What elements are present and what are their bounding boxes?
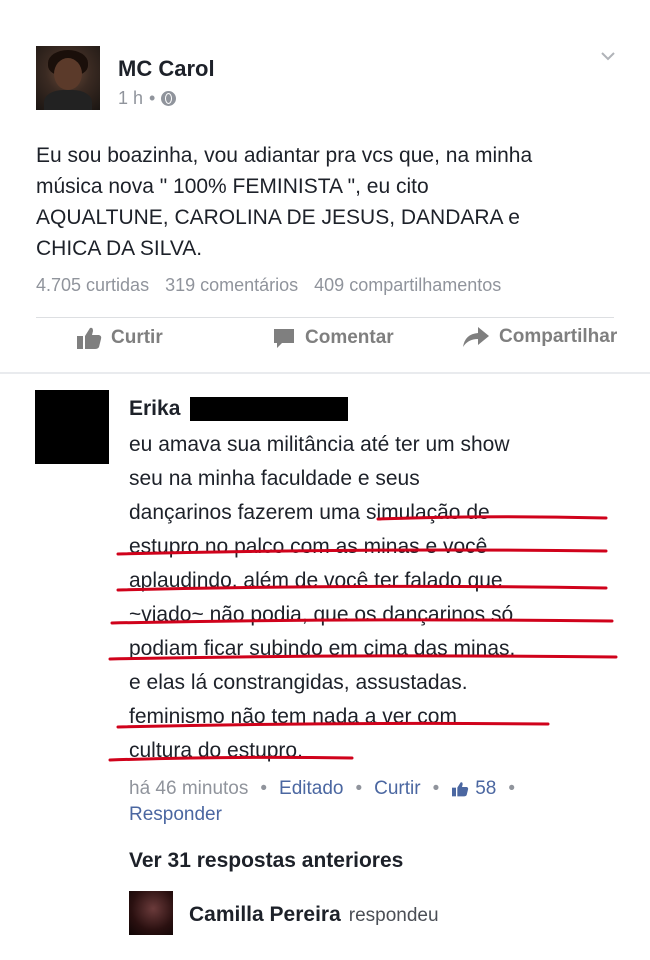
- section-separator: [0, 372, 650, 374]
- divider: [36, 317, 614, 318]
- post-time[interactable]: 1 h: [118, 88, 144, 108]
- like-button[interactable]: [76, 326, 163, 350]
- commenter-avatar-redacted[interactable]: [35, 390, 109, 464]
- post-text-line: AQUALTUNE, CAROLINA DE JESUS, DANDARA e: [36, 206, 520, 229]
- like-count-value: 58: [475, 778, 497, 799]
- post-text-line: música nova " 100% FEMINISTA ", eu cito: [36, 175, 429, 198]
- comment-time[interactable]: há 46 minutos: [129, 778, 249, 799]
- comment-button[interactable]: [272, 326, 394, 350]
- post-stats: [36, 275, 501, 296]
- comment-label: Comentar: [305, 327, 394, 348]
- commenter-name[interactable]: Erika: [129, 397, 181, 420]
- comment-text-line: e elas lá constrangidas, assustadas.: [129, 671, 468, 694]
- comment-icon: [272, 326, 296, 350]
- share-label: Compartilhar: [499, 326, 618, 347]
- comment-text-line: ~viado~ não podia, que os dançarinos só: [129, 603, 514, 626]
- comment-like-link[interactable]: Curtir: [374, 778, 421, 799]
- reply-author-avatar[interactable]: [129, 891, 173, 935]
- action-bar: [0, 326, 650, 364]
- meta-separator: •: [432, 778, 440, 799]
- chevron-down-icon[interactable]: [600, 48, 616, 64]
- likes-count[interactable]: 4.705 curtidas: [36, 275, 150, 295]
- comment-header: [129, 397, 348, 421]
- comment-text-line: seu na minha faculdade e seus: [129, 467, 420, 490]
- meta-separator: •: [260, 778, 268, 799]
- comments-count[interactable]: 319 comentários: [165, 275, 299, 295]
- comment-text-line: cultura do estupro.: [129, 739, 303, 762]
- edited-link[interactable]: Editado: [279, 778, 344, 799]
- comment-text-line: podiam ficar subindo em cima das minas.: [129, 637, 516, 660]
- meta-separator: •: [355, 778, 363, 799]
- comment-text-line: feminismo não tem nada a ver com: [129, 705, 457, 728]
- meta-separator: •: [149, 88, 156, 108]
- post-text-line: CHICA DA SILVA.: [36, 237, 203, 260]
- post-text-line: Eu sou boazinha, vou adiantar pra vcs que, na minha: [36, 144, 533, 167]
- comment-text: [129, 428, 639, 768]
- avatar-face: [54, 58, 82, 90]
- thumbs-up-icon: [76, 326, 102, 350]
- post-author-name[interactable]: MC Carol: [118, 56, 215, 81]
- comment-text-line: dançarinos fazerem uma simulação de: [129, 501, 490, 524]
- comment-text-line: estupro no palco com as minas e você: [129, 535, 488, 558]
- reply-author-name[interactable]: Camilla Pereira: [189, 903, 341, 926]
- comment-text-line: aplaudindo. além de você ter falado que: [129, 569, 503, 592]
- post-text: [36, 140, 636, 264]
- reply-action-text: respondeu: [348, 905, 439, 926]
- thumbs-up-icon: [451, 781, 469, 797]
- like-label: Curtir: [111, 327, 163, 348]
- avatar-body: [44, 90, 92, 110]
- redaction-bar: [190, 397, 348, 421]
- reply-link[interactable]: Responder: [129, 804, 222, 825]
- author-avatar[interactable]: [36, 46, 100, 110]
- comment-like-count[interactable]: [451, 776, 496, 802]
- comment-text-line: eu amava sua militância até ter um show: [129, 433, 510, 456]
- post-meta: [118, 88, 176, 109]
- comment-meta: [129, 776, 639, 828]
- globe-icon: [161, 91, 176, 106]
- shares-count[interactable]: 409 compartilhamentos: [314, 275, 502, 295]
- share-button[interactable]: [462, 326, 617, 348]
- view-previous-replies[interactable]: Ver 31 respostas anteriores: [129, 849, 404, 872]
- meta-separator: •: [508, 778, 516, 799]
- reply-summary[interactable]: [189, 903, 439, 927]
- share-arrow-icon: [462, 326, 490, 348]
